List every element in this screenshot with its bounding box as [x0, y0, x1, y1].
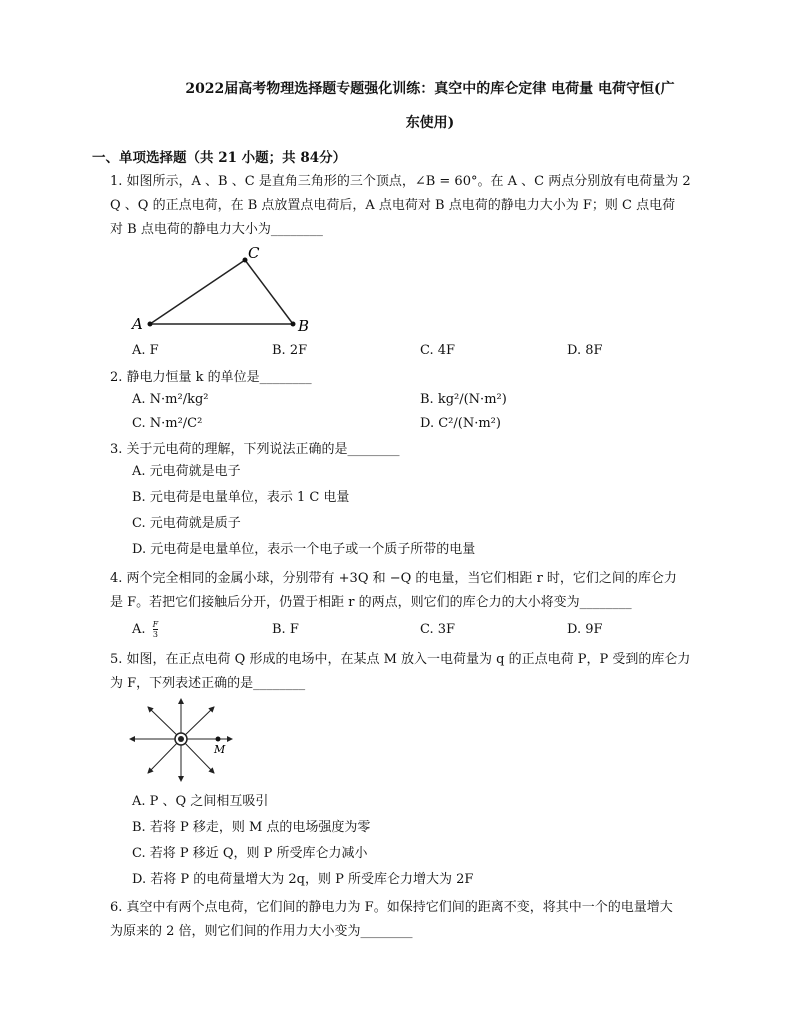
q5-option-d[interactable]: D. 若将 P 的电荷量增大为 2q，则 P 所受库仑力增大为 2F	[132, 872, 474, 887]
q2-option-d[interactable]: D. C²/(N·m²)	[420, 416, 501, 431]
question-1-line-3: 对 B 点电荷的静电力大小为________	[110, 222, 323, 237]
fraction-numerator: F	[152, 620, 159, 629]
q1-option-d[interactable]: D. 8F	[567, 343, 603, 358]
question-2-line-1: 2. 静电力恒量 k 的单位是________	[110, 370, 312, 385]
q5-option-b[interactable]: B. 若将 P 移走，则 M 点的电场强度为零	[132, 820, 371, 835]
question-1-line-2: Q 、Q 的正点电荷，在 B 点放置点电荷后，A 点电荷对 B 点电荷的静电力大小为 F；则 C 点电荷	[110, 198, 676, 213]
triangle-figure	[120, 240, 320, 340]
question-5	[110, 648, 710, 696]
q4-fraction	[153, 620, 159, 639]
question-6-line-1: 6. 真空中有两个点电荷，它们间的静电力为 F。如保持它们间的距离不变，将其中一个的电量增大	[110, 900, 673, 915]
title-line-2: 东使用)	[405, 115, 455, 131]
q3-option-c[interactable]: C. 元电荷就是质子	[132, 516, 241, 531]
point-b	[291, 322, 296, 327]
label-c: C	[248, 244, 260, 262]
label-b: B	[298, 317, 310, 335]
q1-option-a[interactable]: A. F	[132, 343, 159, 358]
question-5-line-2: 为 F，下列表述正确的是________	[110, 676, 306, 691]
q4-option-b[interactable]: B. F	[272, 622, 299, 637]
q5-option-a[interactable]: A. P 、Q 之间相互吸引	[132, 794, 269, 809]
q4-option-c[interactable]: C. 3F	[420, 622, 456, 637]
q3-option-d[interactable]: D. 元电荷是电量单位，表示一个电子或一个质子所带的电量	[132, 542, 476, 557]
title-line-1: 2022届高考物理选择题专题强化训练：真空中的库仑定律 电荷量 电荷守恒(广	[185, 81, 675, 97]
section-heading: 一、单项选择题（共 21 小题；共 84分）	[92, 150, 347, 166]
q4-option-a-label: A.	[132, 622, 146, 637]
question-1-line-1: 1. 如图所示，A 、B 、C 是直角三角形的三个顶点，∠B = 60°。在 A 、C 两点分别放有电荷量为 2	[110, 174, 691, 189]
point-m	[216, 737, 221, 742]
label-m: M	[214, 743, 226, 756]
side-ac	[150, 260, 245, 324]
document-title	[150, 72, 710, 140]
q4-option-d[interactable]: D. 9F	[567, 622, 603, 637]
question-6	[110, 896, 710, 944]
point-c	[243, 258, 248, 263]
question-6-line-2: 为原来的 2 倍，则它们间的作用力大小变为________	[110, 924, 413, 939]
q5-option-c[interactable]: C. 若将 P 移近 Q，则 P 所受库仑力减小	[132, 846, 368, 861]
side-cb	[245, 260, 293, 324]
question-3	[110, 438, 710, 462]
q1-option-b[interactable]: B. 2F	[272, 343, 308, 358]
q2-option-a[interactable]: A. N·m²/kg²	[132, 392, 209, 407]
q1-option-c[interactable]: C. 4F	[420, 343, 456, 358]
q4-option-a[interactable]	[132, 619, 158, 641]
question-3-line-1: 3. 关于元电荷的理解，下列说法正确的是________	[110, 442, 400, 457]
question-2	[110, 366, 710, 390]
question-1	[110, 170, 710, 242]
q2-option-b[interactable]: B. kg²/(N·m²)	[420, 392, 507, 407]
q3-option-b[interactable]: B. 元电荷是电量单位，表示 1 C 电量	[132, 490, 350, 505]
question-4	[110, 567, 710, 615]
charge-q-core	[178, 736, 184, 742]
q3-option-a[interactable]: A. 元电荷就是电子	[132, 464, 241, 479]
question-5-line-1: 5. 如图，在正点电荷 Q 形成的电场中，在某点 M 放入一电荷量为 q 的正点电荷 P，P 受到的库仑力	[110, 652, 691, 667]
fraction-denominator: 3	[152, 630, 158, 639]
point-a	[148, 322, 153, 327]
electric-field-figure	[128, 697, 234, 783]
question-4-line-2: 是 F。若把它们接触后分开，仍置于相距 r 的两点，则它们的库仑力的大小将变为________	[110, 595, 632, 610]
question-4-line-1: 4. 两个完全相同的金属小球，分别带有 +3Q 和 −Q 的电量，当它们相距 r 时，它们之间的库仑力	[110, 571, 677, 586]
label-a: A	[132, 315, 143, 333]
q2-option-c[interactable]: C. N·m²/C²	[132, 416, 203, 431]
